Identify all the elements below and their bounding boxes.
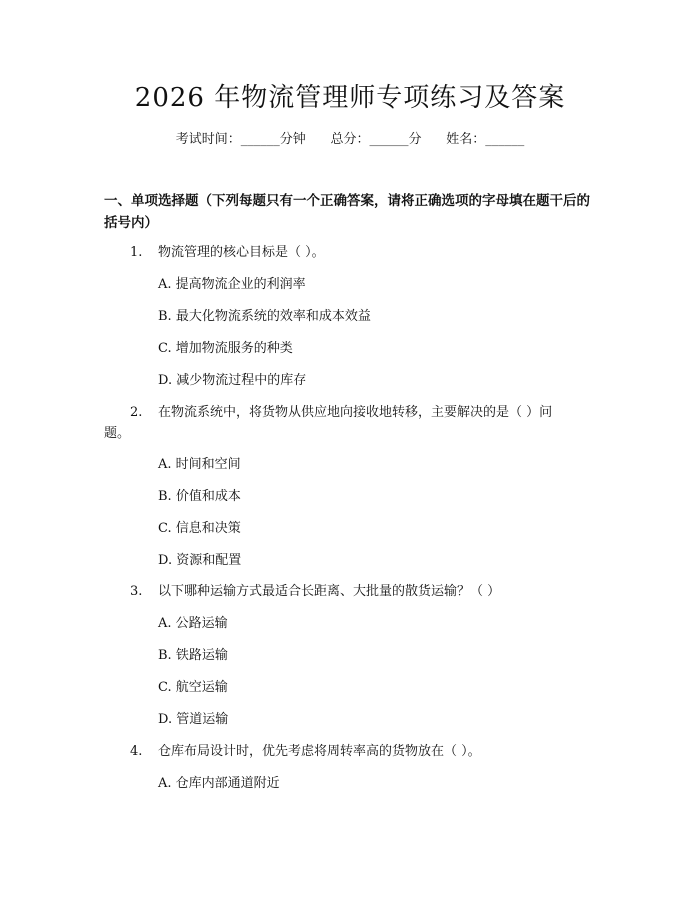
- document-title: 2026 年物流管理师专项练习及答案: [134, 83, 566, 113]
- option-text: B. 最大化物流系统的效率和成本效益: [158, 309, 371, 324]
- option-text: A. 仓库内部通道附近: [158, 776, 280, 791]
- option-text: C. 增加物流服务的种类: [158, 341, 293, 356]
- question-number: 1.: [130, 245, 143, 260]
- question-text: 仓库布局设计时，优先考虑将周转率高的货物放在（ ）。: [158, 744, 481, 759]
- option-text: D. 资源和配置: [158, 553, 242, 568]
- question-number: 2.: [130, 405, 143, 420]
- question-text: 以下哪种运输方式最适合长距离、大批量的散货运输？（ ）: [158, 584, 501, 599]
- option-text: A. 提高物流企业的利润率: [158, 277, 306, 292]
- option-text: B. 铁路运输: [158, 648, 228, 663]
- question-number: 4.: [130, 744, 143, 759]
- section-heading: 一、单项选择题（下列每题只有一个正确答案，请将正确选项的字母填在题干后的括号内）: [104, 193, 590, 231]
- question-text: 在物流系统中，将货物从供应地向接收地转移，主要解决的是（ ）问: [158, 405, 553, 420]
- option-text: B. 价值和成本: [158, 489, 241, 504]
- question-number: 3.: [130, 584, 143, 599]
- question-text: 物流管理的核心目标是（ ）。: [158, 245, 325, 260]
- option-text: C. 信息和决策: [158, 521, 241, 536]
- option-text: D. 减少物流过程中的库存: [158, 373, 307, 388]
- option-text: A. 公路运输: [158, 616, 228, 631]
- exam-info-line: 考试时间：______分钟 总分：______分 姓名：______: [175, 132, 525, 147]
- option-text: C. 航空运输: [158, 680, 228, 695]
- question-text-continuation: 题。: [104, 426, 131, 441]
- option-text: A. 时间和空间: [158, 457, 241, 472]
- option-text: D. 管道运输: [158, 712, 229, 727]
